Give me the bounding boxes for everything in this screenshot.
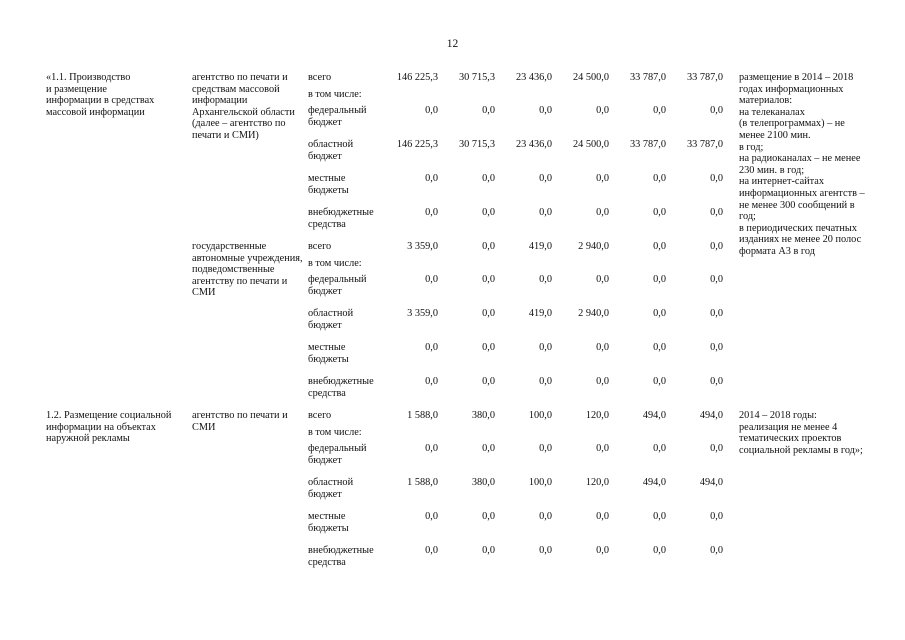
amount-cell: 0,0 xyxy=(710,207,723,218)
amount-cell: 2 940,0 xyxy=(578,308,609,319)
amount-cell: 0,0 xyxy=(539,274,552,285)
amount-cell: 0,0 xyxy=(539,105,552,116)
amount-cell: 33 787,0 xyxy=(686,72,723,83)
funding-source: областной бюджет xyxy=(308,139,354,162)
amount-cell: 494,0 xyxy=(699,477,723,488)
amount-cell: 0,0 xyxy=(710,241,723,252)
program-table xyxy=(46,72,866,579)
amount-cell: 24 500,0 xyxy=(572,72,609,83)
amount-cell: 494,0 xyxy=(642,477,666,488)
amount-cell: 0,0 xyxy=(425,511,438,522)
amount-cell: 0,0 xyxy=(482,105,495,116)
funding-source: внебюджетные средства xyxy=(308,207,374,230)
amount-cell: 0,0 xyxy=(539,511,552,522)
amount-cell xyxy=(386,258,442,274)
funding-source: местные бюджеты xyxy=(308,511,349,534)
amount-cell: 30 715,3 xyxy=(458,72,495,83)
amount-cell xyxy=(613,89,670,105)
amount-cell: 0,0 xyxy=(425,274,438,285)
funding-source: внебюджетные средства xyxy=(308,376,374,399)
table-row xyxy=(46,410,866,427)
amount-cell: 0,0 xyxy=(710,173,723,184)
funding-source: федеральный бюджет xyxy=(308,443,367,466)
amount-cell: 146 225,3 xyxy=(396,72,438,83)
amount-cell: 0,0 xyxy=(425,376,438,387)
amount-cell: 0,0 xyxy=(539,342,552,353)
amount-cell: 146 225,3 xyxy=(396,139,438,150)
funding-source: в том числе: xyxy=(308,427,362,438)
amount-cell: 0,0 xyxy=(539,443,552,454)
amount-cell: 0,0 xyxy=(596,376,609,387)
amount-cell: 0,0 xyxy=(539,173,552,184)
amount-cell: 0,0 xyxy=(482,207,495,218)
amount-cell: 0,0 xyxy=(653,545,666,556)
amount-cell: 0,0 xyxy=(653,241,666,252)
amount-cell: 0,0 xyxy=(710,274,723,285)
amount-cell: 0,0 xyxy=(596,511,609,522)
amount-cell: 2 940,0 xyxy=(578,241,609,252)
amount-cell xyxy=(499,89,556,105)
amount-cell: 23 436,0 xyxy=(515,139,552,150)
amount-cell: 0,0 xyxy=(482,274,495,285)
amount-cell: 0,0 xyxy=(482,376,495,387)
expected-result: размещение в 2014 – 2018 годах информационных материалов: на телеканалах (в телепрограммах) – не менее 2100 мин. в год; на радиоканалах – не менее 230 мин. в год; на интернет-сайтах информационных агентств – не менее 300 сообщений в год; в периодических печатных изданиях не менее 20 полос формата А3 в год xyxy=(739,72,865,257)
amount-cell: 0,0 xyxy=(710,342,723,353)
amount-cell: 33 787,0 xyxy=(629,139,666,150)
amount-cell: 0,0 xyxy=(653,173,666,184)
amount-cell: 33 787,0 xyxy=(686,139,723,150)
amount-cell: 494,0 xyxy=(699,410,723,421)
amount-cell: 0,0 xyxy=(710,511,723,522)
amount-cell: 0,0 xyxy=(596,274,609,285)
funding-source: всего xyxy=(308,241,332,252)
funding-source: в том числе: xyxy=(308,89,362,100)
amount-cell xyxy=(499,258,556,274)
amount-cell: 380,0 xyxy=(471,477,495,488)
amount-cell: 100,0 xyxy=(528,477,552,488)
amount-cell xyxy=(556,258,613,274)
page-number: 12 xyxy=(446,38,459,50)
funding-source: всего xyxy=(308,72,332,83)
amount-cell: 0,0 xyxy=(653,342,666,353)
funding-source: в том числе: xyxy=(308,258,362,269)
expected-result: 2014 – 2018 годы: реализация не менее 4 тематических проектов социальной рекламы в год»; xyxy=(739,410,863,456)
amount-cell: 120,0 xyxy=(585,410,609,421)
amount-cell xyxy=(386,89,442,105)
amount-cell xyxy=(442,427,499,443)
amount-cell xyxy=(613,258,670,274)
funding-source: федеральный бюджет xyxy=(308,274,367,297)
amount-cell: 0,0 xyxy=(482,342,495,353)
amount-cell: 0,0 xyxy=(425,545,438,556)
amount-cell: 0,0 xyxy=(482,511,495,522)
amount-cell: 494,0 xyxy=(642,410,666,421)
amount-cell xyxy=(499,427,556,443)
amount-cell: 24 500,0 xyxy=(572,139,609,150)
amount-cell: 0,0 xyxy=(653,376,666,387)
amount-cell: 3 359,0 xyxy=(407,241,438,252)
amount-cell: 0,0 xyxy=(425,443,438,454)
amount-cell: 0,0 xyxy=(596,173,609,184)
amount-cell: 0,0 xyxy=(482,173,495,184)
amount-cell: 0,0 xyxy=(425,342,438,353)
amount-cell xyxy=(442,258,499,274)
amount-cell: 0,0 xyxy=(653,274,666,285)
funding-source: областной бюджет xyxy=(308,308,354,331)
amount-cell: 0,0 xyxy=(710,376,723,387)
amount-cell xyxy=(386,427,442,443)
amount-cell: 0,0 xyxy=(482,241,495,252)
amount-cell: 0,0 xyxy=(596,342,609,353)
amount-cell: 120,0 xyxy=(585,477,609,488)
amount-cell xyxy=(556,427,613,443)
amount-cell: 0,0 xyxy=(596,105,609,116)
amount-cell: 0,0 xyxy=(596,443,609,454)
amount-cell: 1 588,0 xyxy=(407,477,438,488)
amount-cell: 0,0 xyxy=(482,545,495,556)
amount-cell: 0,0 xyxy=(596,207,609,218)
amount-cell: 0,0 xyxy=(653,308,666,319)
amount-cell: 0,0 xyxy=(653,207,666,218)
amount-cell: 0,0 xyxy=(539,545,552,556)
amount-cell: 380,0 xyxy=(471,410,495,421)
funding-source: местные бюджеты xyxy=(308,342,349,365)
amount-cell: 3 359,0 xyxy=(407,308,438,319)
amount-cell xyxy=(442,89,499,105)
funding-source: областной бюджет xyxy=(308,477,354,500)
amount-cell: 0,0 xyxy=(539,376,552,387)
executor-name: государственные автономные учреждения, подведомственные агентству по печати и СМИ xyxy=(192,241,303,299)
amount-cell xyxy=(670,258,727,274)
amount-cell: 0,0 xyxy=(425,207,438,218)
funding-source: местные бюджеты xyxy=(308,173,349,196)
amount-cell: 0,0 xyxy=(425,105,438,116)
amount-cell xyxy=(613,427,670,443)
amount-cell: 23 436,0 xyxy=(515,72,552,83)
amount-cell xyxy=(670,89,727,105)
amount-cell: 0,0 xyxy=(482,308,495,319)
amount-cell: 0,0 xyxy=(425,173,438,184)
amount-cell: 419,0 xyxy=(528,241,552,252)
amount-cell: 30 715,3 xyxy=(458,139,495,150)
amount-cell: 419,0 xyxy=(528,308,552,319)
amount-cell: 0,0 xyxy=(653,511,666,522)
funding-source: внебюджетные средства xyxy=(308,545,374,568)
amount-cell: 0,0 xyxy=(539,207,552,218)
executor-name: агентство по печати и средствам массовой информации Архангельской области (далее – агентство по печати и СМИ) xyxy=(192,72,295,141)
amount-cell: 0,0 xyxy=(653,105,666,116)
measure-name: «1.1. Производство и размещение информации в средствах массовой информации xyxy=(46,72,155,118)
amount-cell: 1 588,0 xyxy=(407,410,438,421)
amount-cell: 0,0 xyxy=(710,545,723,556)
amount-cell: 0,0 xyxy=(482,443,495,454)
executor-name: агентство по печати и СМИ xyxy=(192,410,288,433)
funding-source: всего xyxy=(308,410,332,421)
amount-cell: 0,0 xyxy=(710,308,723,319)
amount-cell: 0,0 xyxy=(596,545,609,556)
amount-cell: 100,0 xyxy=(528,410,552,421)
amount-cell xyxy=(670,427,727,443)
table-row xyxy=(46,72,866,89)
amount-cell xyxy=(556,89,613,105)
amount-cell: 0,0 xyxy=(710,105,723,116)
funding-source: федеральный бюджет xyxy=(308,105,367,128)
amount-cell: 0,0 xyxy=(653,443,666,454)
measure-name: 1.2. Размещение социальной информации на объектах наружной рекламы xyxy=(46,410,172,445)
amount-cell: 0,0 xyxy=(710,443,723,454)
amount-cell: 33 787,0 xyxy=(629,72,666,83)
